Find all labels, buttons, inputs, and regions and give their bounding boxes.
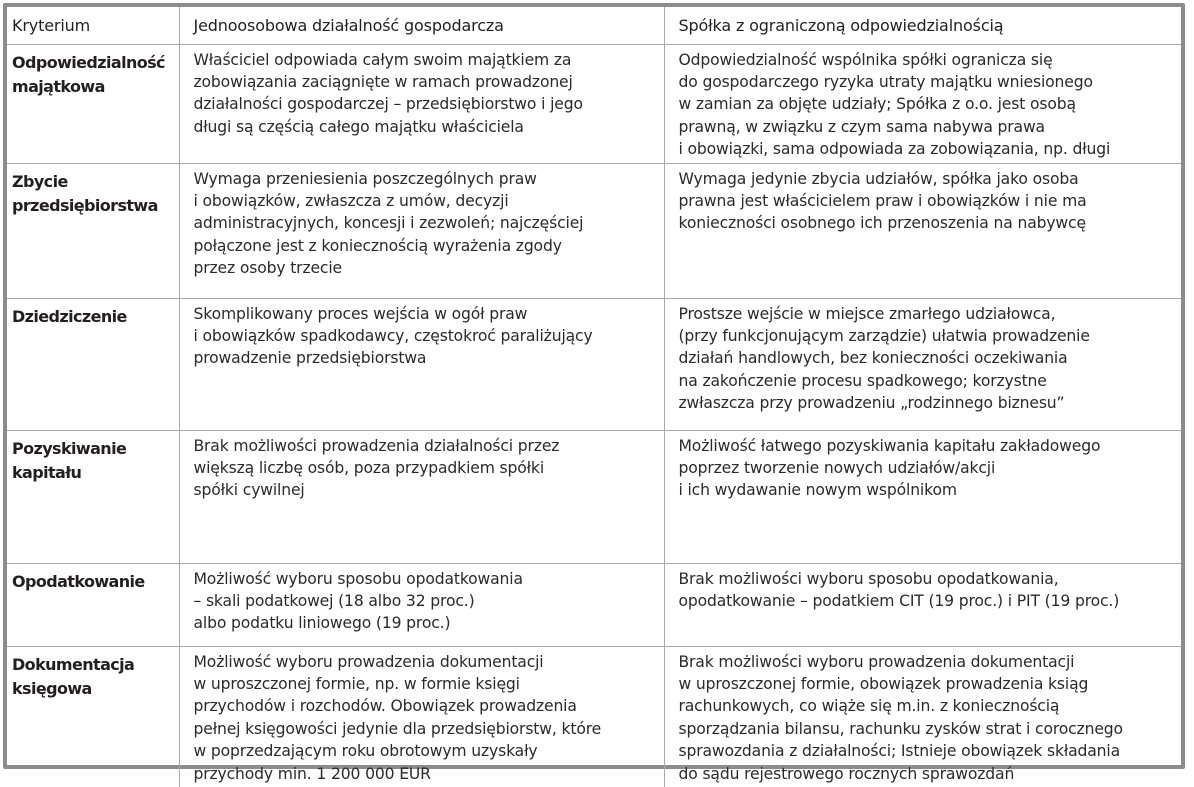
comparison-table	[7, 7, 1181, 787]
criterion-cell	[7, 563, 179, 646]
cell-text-line: Brak możliwości wyboru prowadzenia dokumentacji	[678, 652, 1075, 671]
cell-text-line: Wymaga przeniesienia poszczególnych praw	[193, 169, 537, 188]
criterion-cell	[7, 44, 179, 163]
table-row-capital-raising	[7, 430, 1181, 563]
cell-text-line: Opodatkowanie	[12, 571, 145, 591]
header-criterion: Kryterium	[7, 7, 179, 44]
criterion-cell	[7, 430, 179, 563]
cell-text-line: poprzez tworzenie nowych udziałów/akcji	[678, 458, 996, 477]
cell-text-line: i obowiązki, sama odpowiada za zobowiązania, np. długi	[678, 140, 1111, 159]
cell-text-line: Możliwość wyboru prowadzenia dokumentacji	[193, 652, 544, 671]
sole-proprietorship-cell	[179, 298, 664, 430]
cell-text-line: prowadzenie przedsiębiorstwa	[193, 349, 427, 368]
cell-text-line: rachunkowych, co wiąże się m.in. z koniecznością	[678, 697, 1060, 716]
cell-text-line: do sądu rejestrowego rocznych sprawozdań	[678, 764, 1015, 783]
llc-cell	[664, 646, 1181, 787]
cell-text-line: księgowa	[12, 678, 92, 698]
table-row-inheritance	[7, 298, 1181, 430]
cell-text-line: i obowiązków spadkodawcy, częstokroć paraliżujący	[193, 326, 593, 345]
llc-cell	[664, 563, 1181, 646]
sole-proprietorship-cell	[179, 163, 664, 298]
cell-text-line: konieczności osobnego ich przenoszenia na nabywcę	[678, 214, 1086, 233]
cell-text-line: Dziedziczenie	[12, 306, 127, 326]
header-row	[7, 7, 1181, 44]
table-row-accounting	[7, 646, 1181, 787]
table-row-taxation	[7, 563, 1181, 646]
cell-text-line: Możliwość wyboru sposobu opodatkowania	[193, 569, 523, 588]
criterion-cell	[7, 646, 179, 787]
sole-proprietorship-cell	[179, 646, 664, 787]
cell-text-line: przychody min. 1 200 000 EUR	[193, 764, 431, 783]
cell-text-line: Pozyskiwanie	[12, 438, 127, 458]
cell-text-line: pełnej księgowości jedynie dla przedsiębiorstw, które	[193, 719, 602, 738]
cell-text-line: sprawozdania z działalności; Istnieje obowiązek składania	[678, 742, 1120, 761]
cell-text-line: kapitału	[12, 462, 82, 482]
sole-proprietorship-cell	[179, 430, 664, 563]
cell-text-line: w uproszczonej formie, np. w formie księgi	[193, 674, 520, 693]
cell-text-line: Odpowiedzialność wspólnika spółki ogranicza się	[678, 50, 1053, 69]
cell-text-line: zobowiązania zaciągnięte w ramach prowadzonej	[193, 72, 573, 91]
cell-text-line: działalności gospodarczej – przedsiębiorstwo i jego	[193, 95, 583, 114]
table-row-liability	[7, 44, 1181, 163]
cell-text-line: Właściciel odpowiada całym swoim majątkiem za	[193, 50, 572, 69]
llc-cell	[664, 298, 1181, 430]
cell-text-line: i ich wydawanie nowym wspólnikom	[678, 481, 957, 500]
table-body	[7, 44, 1181, 787]
criterion-cell	[7, 298, 179, 430]
cell-text-line: większą liczbę osób, poza przypadkiem spółki	[193, 458, 544, 477]
llc-cell	[664, 44, 1181, 163]
cell-text-line: Brak możliwości prowadzenia działalności przez	[193, 436, 560, 455]
cell-text-line: działań handlowych, bez konieczności oczekiwania	[678, 349, 1068, 368]
cell-text-line: zwłaszcza przy prowadzeniu „rodzinnego biznesu”	[678, 394, 1065, 413]
cell-text-line: opodatkowanie – podatkiem CIT (19 proc.) i PIT (19 proc.)	[678, 591, 1120, 610]
criterion-cell	[7, 163, 179, 298]
cell-text-line: Skomplikowany proces wejścia w ogół praw	[193, 304, 528, 323]
cell-text-line: na zakończenie procesu spadkowego; korzystne	[678, 371, 1047, 390]
cell-text-line: Dokumentacja	[12, 654, 135, 674]
sole-proprietorship-cell	[179, 563, 664, 646]
comparison-table-frame	[3, 3, 1185, 783]
cell-text-line: i obowiązków, zwłaszcza z umów, decyzji	[193, 191, 509, 210]
cell-text-line: przychodów i rozchodów. Obowiązek prowadzenia	[193, 697, 577, 716]
cell-text-line: Możliwość łatwego pozyskiwania kapitału zakładowego	[678, 436, 1101, 455]
cell-text-line: prawną, w związku z czym sama nabywa prawa	[678, 117, 1045, 136]
cell-text-line: Prostsze wejście w miejsce zmarłego udziałowca,	[678, 304, 1056, 323]
cell-text-line: przez osoby trzecie	[193, 259, 342, 278]
sole-proprietorship-cell	[179, 44, 664, 163]
cell-text-line: przedsiębiorstwa	[12, 195, 158, 215]
cell-text-line: (przy funkcjonującym zarządzie) ułatwia prowadzenie	[678, 326, 1090, 345]
cell-text-line: w zamian za objęte udziały; Spółka z o.o. jest osobą	[678, 95, 1076, 114]
cell-text-line: majątkowa	[12, 76, 105, 96]
cell-text-line: w poprzedzającym roku obrotowym uzyskały	[193, 742, 538, 761]
cell-text-line: sporządzania bilansu, rachunku zysków strat i corocznego	[678, 719, 1123, 738]
cell-text-line: do gospodarczego ryzyka utraty majątku wniesionego	[678, 72, 1093, 91]
llc-cell	[664, 163, 1181, 298]
header-llc: Spółka z ograniczoną odpowiedzialnością	[664, 7, 1181, 44]
cell-text-line: prawna jest właścicielem praw i obowiązków i nie ma	[678, 191, 1087, 210]
cell-text-line: – skali podatkowej (18 albo 32 proc.)	[193, 591, 475, 610]
cell-text-line: spółki cywilnej	[193, 481, 305, 500]
cell-text-line: w uproszczonej formie, obowiązek prowadzenia ksiąg	[678, 674, 1089, 693]
cell-text-line: połączone jest z koniecznością wyrażenia zgody	[193, 236, 562, 255]
cell-text-line: Wymaga jedynie zbycia udziałów, spółka jako osoba	[678, 169, 1079, 188]
table-row-business-sale	[7, 163, 1181, 298]
llc-cell	[664, 430, 1181, 563]
cell-text-line: Brak możliwości wyboru sposobu opodatkowania,	[678, 569, 1059, 588]
cell-text-line: albo podatku liniowego (19 proc.)	[193, 614, 451, 633]
cell-text-line: długi są częścią całego majątku właściciela	[193, 117, 524, 136]
cell-text-line: administracyjnych, koncesji i zezwoleń; najczęściej	[193, 214, 584, 233]
cell-text-line: Odpowiedzialność	[12, 52, 165, 72]
cell-text-line: Zbycie	[12, 171, 68, 191]
header-sole-proprietorship: Jednoosobowa działalność gospodarcza	[179, 7, 664, 44]
